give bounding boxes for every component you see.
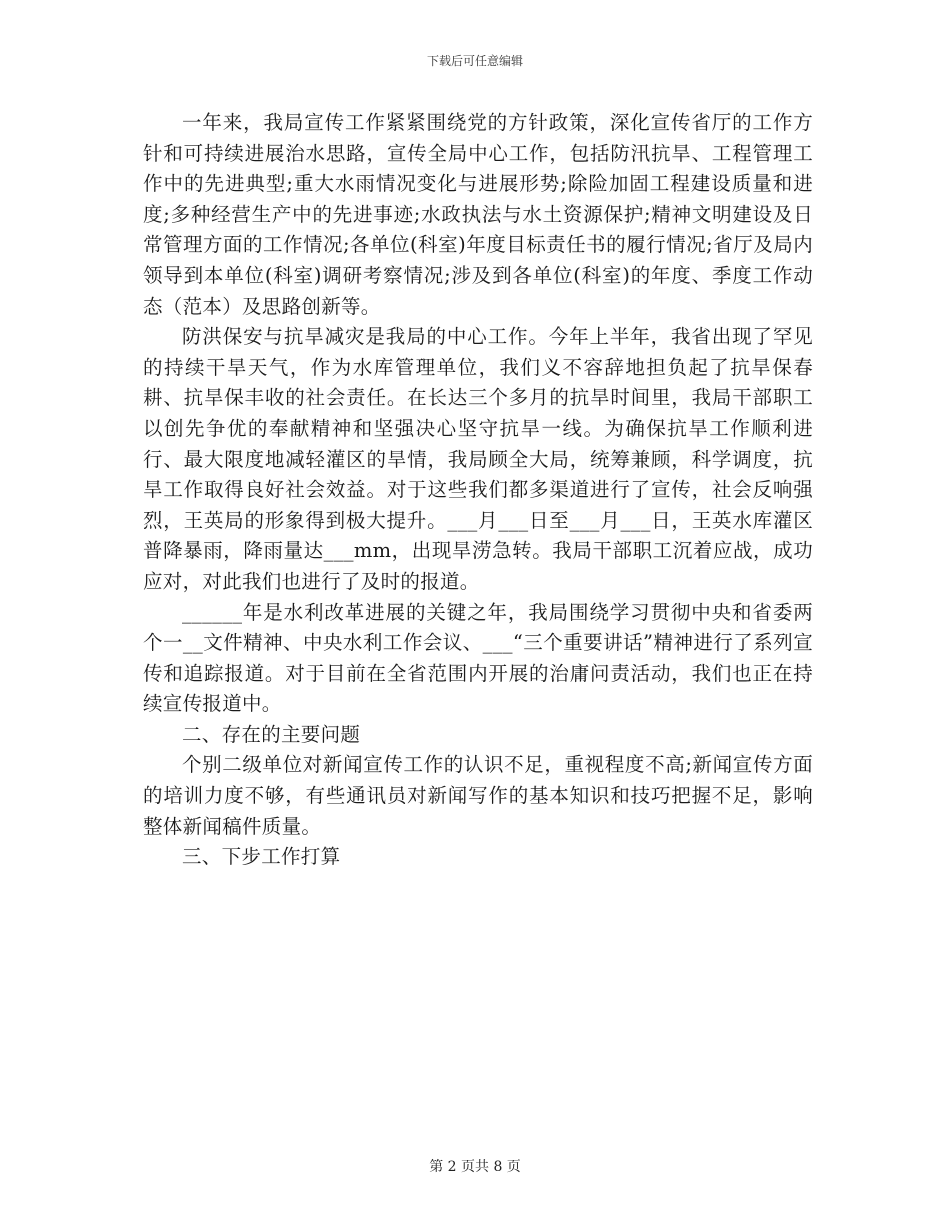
paragraph-problems: 个别二级单位对新闻宣传工作的认识不足，重视程度不高;新闻宣传方面的培训力度不够，有些通讯员对新闻写作的基本知识和技巧把握不足，影响整体新闻稿件质量。 (143, 753, 813, 838)
page-number: 第 2 页共 8 页 (429, 1159, 521, 1175)
page-header-note: 下载后可任意编辑 (426, 54, 523, 68)
paragraph-water-reform: ______年是水利改革进展的关键之年，我局围绕学习贯彻中央和省委两个一__文件精神、中央水利工作会议、___“三个重要讲话”精神进行了系列宣传和追踪报道。对于目前在全省范围内开展的治庸问责活动，我们也正在持续宣传报道中。 (143, 600, 813, 716)
paragraph-annual-publicity: 一年来，我局宣传工作紧紧围绕党的方针政策，深化宣传省厅的工作方针和可持续进展治水思路，宣传全局中心工作，包括防汛抗旱、工程管理工作中的先进典型;重大水雨情况变化与进展形势;除险加固工程建设质量和进度;多种经营生产中的先进事迹;水政执法与水土资源保护;精神文明建设及日常管理方面的工作情况;各单位(科室)年度目标责任书的履行情况;省厅及局内领导到本单位(科室)调研考察情况;涉及到各单位(科室)的年度、季度工作动态（范本）及思路创新等。 (143, 111, 813, 318)
document-body (143, 108, 813, 873)
paragraph-flood-drought: 防洪保安与抗旱减灾是我局的中心工作。今年上半年，我省出现了罕见的持续干旱天气，作为水库管理单位，我们义不容辞地担负起了抗旱保春耕、抗旱保丰收的社会责任。在长达三个多月的抗旱时间里，我局干部职工以创先争优的奉献精神和坚强决心坚守抗旱一线。为确保抗旱工作顺利进行、最大限度地减轻灌区的旱情，我局顾全大局，统筹兼顾，科学调度，抗旱工作取得良好社会效益。对于这些我们都多渠道进行了宣传，社会反响强烈，王英局的形象得到极大提升。___月___日至___月___日，王英水库灌区普降暴雨，降雨量达___mm，出现旱涝急转。我局干部职工沉着应战，成功应对，对此我们也进行了及时的报道。 (143, 325, 813, 593)
section-heading-next-steps: 三、下步工作打算 (182, 845, 341, 869)
section-heading-problems: 二、存在的主要问题 (182, 722, 361, 746)
